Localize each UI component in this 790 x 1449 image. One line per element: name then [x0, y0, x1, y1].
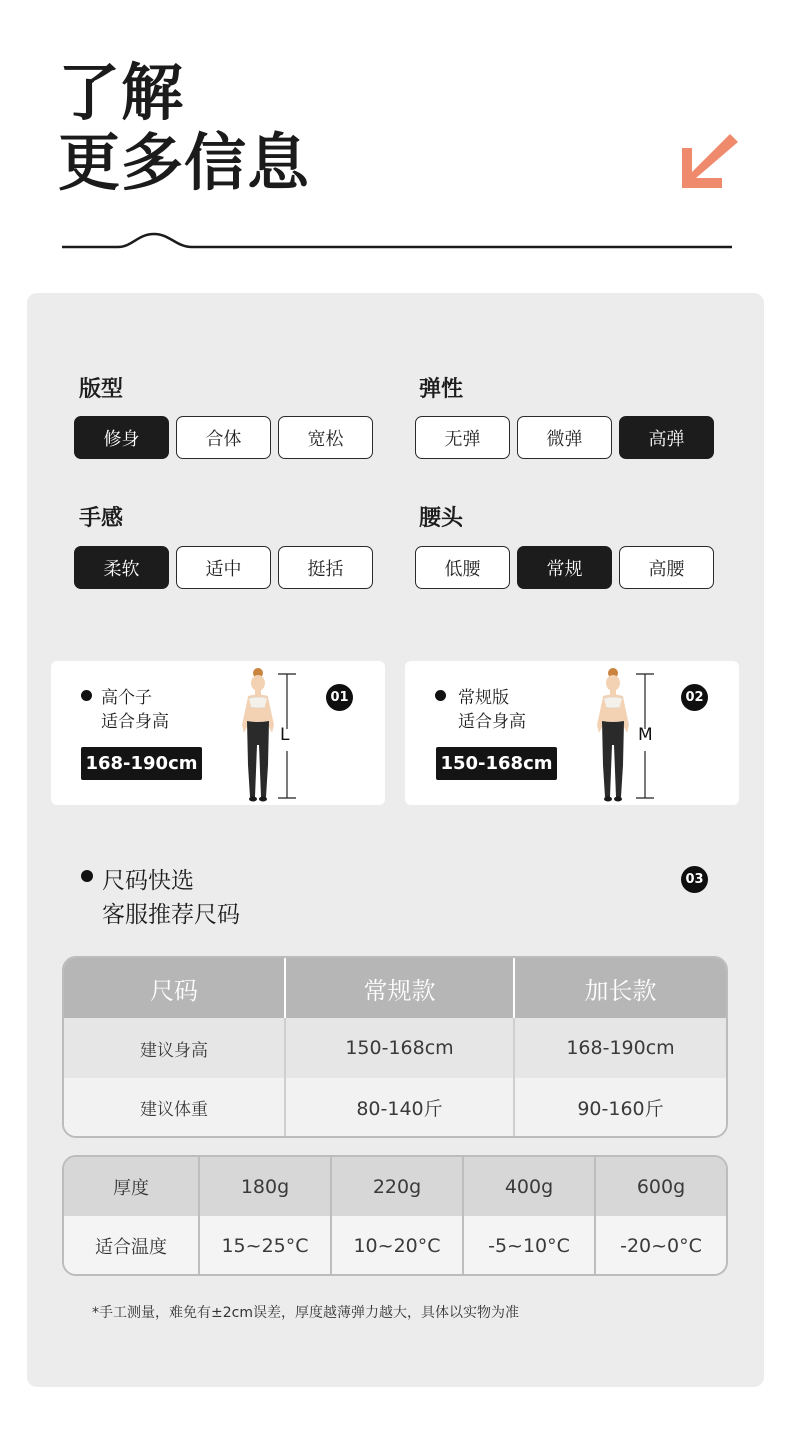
- size-letter: L: [280, 725, 290, 745]
- quick-size-subtitle: 客服推荐尺码: [102, 902, 240, 928]
- size-letter: M: [638, 725, 653, 745]
- fit-option-slim[interactable]: 修身: [74, 416, 169, 459]
- row-label: 建议体重: [64, 1078, 286, 1136]
- size-card-tall: [51, 661, 385, 805]
- step-badge: 01: [326, 684, 353, 711]
- model-figure-icon: [233, 665, 283, 803]
- bullet-dot: [81, 690, 92, 701]
- header-long: 加长款: [584, 976, 657, 1005]
- card-title: 常规版: [458, 688, 509, 708]
- table-cell: 180g: [200, 1157, 332, 1216]
- elasticity-option-none[interactable]: 无弹: [415, 416, 510, 459]
- height-range-badge: 168-190cm: [81, 747, 202, 780]
- header-regular: 常规款: [286, 958, 515, 1018]
- quick-size-title: 尺码快选: [102, 868, 194, 894]
- title-line-1: 了解: [58, 56, 185, 129]
- table-cell: 80-140斤: [286, 1078, 515, 1136]
- thickness-table: [62, 1155, 728, 1276]
- waist-option-regular[interactable]: 常规: [517, 546, 612, 589]
- step-badge: 02: [681, 684, 708, 711]
- table-cell: 10~20°C: [332, 1216, 464, 1275]
- card-subtitle: 适合身高: [101, 712, 169, 732]
- waist-label: 腰头: [419, 506, 464, 531]
- table-cell: -5~10°C: [464, 1216, 596, 1275]
- title-line-2: 更多信息: [58, 126, 311, 199]
- feel-option-medium[interactable]: 适中: [176, 546, 271, 589]
- model-figure-icon: [588, 665, 638, 803]
- elasticity-option-slight[interactable]: 微弹: [517, 416, 612, 459]
- header-size: 尺码: [64, 958, 286, 1018]
- table-row: [64, 1078, 726, 1136]
- row-label: 建议身高: [64, 1018, 286, 1078]
- table-row: [64, 1216, 726, 1275]
- table-row: [64, 1018, 726, 1078]
- measurement-note: *手工测量，难免有±2cm误差，厚度越薄弹力越大，具体以实物为准: [92, 1305, 519, 1321]
- table-cell: 150-168cm: [286, 1018, 515, 1078]
- size-table: [62, 956, 728, 1138]
- bullet-dot: [81, 870, 93, 882]
- height-range-badge: 150-168cm: [436, 747, 557, 780]
- table-header-row: [64, 958, 726, 1018]
- wave-divider: [60, 228, 734, 254]
- table-cell: 15~25°C: [200, 1216, 332, 1275]
- fit-label: 版型: [79, 377, 124, 402]
- arrow-down-left-icon: [678, 132, 738, 190]
- fit-option-regular[interactable]: 合体: [176, 416, 271, 459]
- elasticity-option-high[interactable]: 高弹: [619, 416, 714, 459]
- page-title: [58, 58, 310, 198]
- table-cell: 168-190cm: [566, 1037, 675, 1059]
- table-cell: -20~0°C: [620, 1234, 702, 1257]
- table-row: [64, 1157, 726, 1216]
- table-cell: 400g: [464, 1157, 596, 1216]
- waist-option-low[interactable]: 低腰: [415, 546, 510, 589]
- card-subtitle: 适合身高: [458, 712, 526, 732]
- feel-option-stiff[interactable]: 挺括: [278, 546, 373, 589]
- waist-option-high[interactable]: 高腰: [619, 546, 714, 589]
- table-cell: 220g: [332, 1157, 464, 1216]
- card-title: 高个子: [101, 688, 152, 708]
- fit-option-loose[interactable]: 宽松: [278, 416, 373, 459]
- bullet-dot: [435, 690, 446, 701]
- elasticity-label: 弹性: [419, 377, 464, 402]
- feel-label: 手感: [79, 506, 124, 531]
- row-label: 适合温度: [64, 1216, 200, 1275]
- feel-option-soft[interactable]: 柔软: [74, 546, 169, 589]
- table-cell: 600g: [636, 1175, 686, 1198]
- step-badge: 03: [681, 866, 708, 893]
- table-cell: 90-160斤: [577, 1097, 664, 1120]
- row-label: 厚度: [64, 1157, 200, 1216]
- size-card-regular: [405, 661, 739, 805]
